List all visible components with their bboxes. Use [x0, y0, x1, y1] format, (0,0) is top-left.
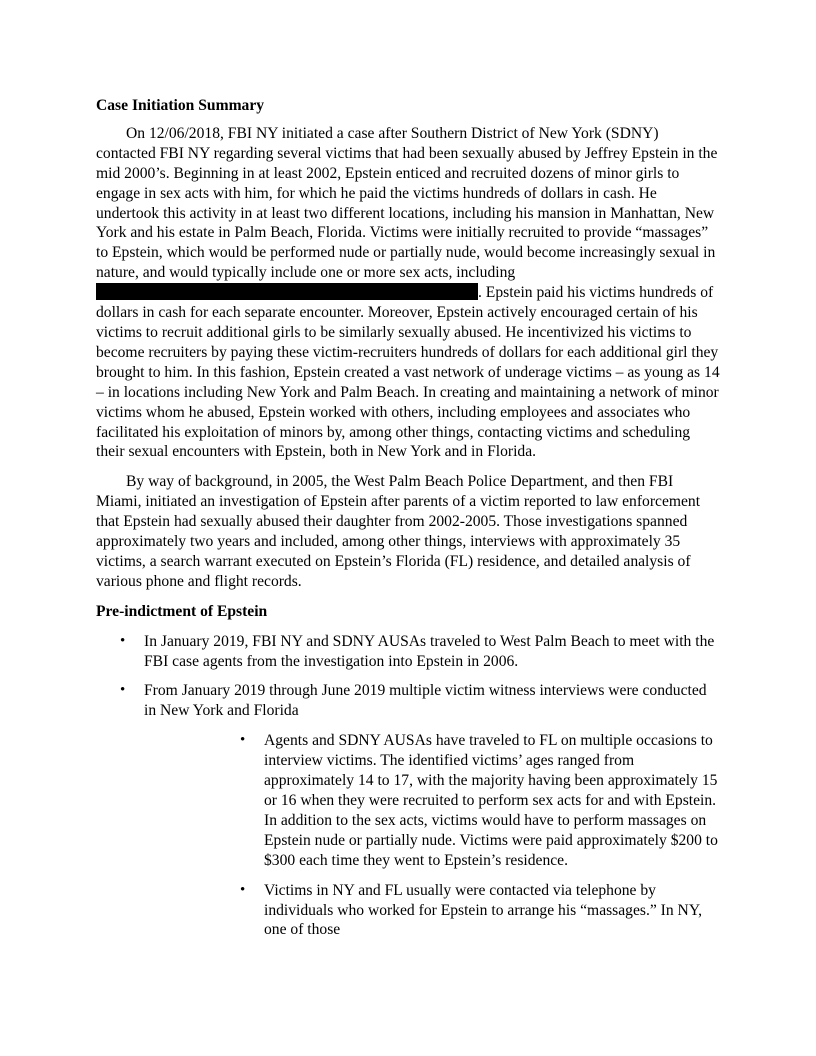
list-item-text: From January 2019 through June 2019 multiple victim witness interviews were conducted in New York and Florida — [144, 682, 707, 720]
bullet-icon: • — [240, 881, 246, 898]
paragraph-text-part-2: . Epstein paid his victims hundreds of dollars in cash for each separate encounter. Moreover, Epstein actively encouraged certain of his victims to recruit additional girls to be similarly sexually abused. He incentivized his victims to become recruiters by paying these victim-recruiters hundreds of dollars for each additional girl they brought to him. In this fashion, Epstein created a vast network of underage victims – as young as 14 – in locations including New York and Palm Beach. In creating and maintaining a network of minor victims whom he abused, Epstein worked with others, including employees and associates who facilitated his exploitation of minors by, among other things, contacting victims and scheduling their sexual encounters with Epstein, both in New York and in Florida. — [96, 284, 720, 461]
paragraph-background: By way of background, in 2005, the West Palm Beach Police Department, and then FBI Miami, initiated an investigation of Epstein after parents of a victim reported to law enforcement that Epstein had sexually abused their daughter from 2002-2005. Those investigations spanned approximately two years and included, among other things, interviews with approximately 35 victims, a search warrant executed on Epstein’s Florida (FL) residence, and detailed analysis of various phone and flight records. — [96, 473, 701, 590]
bullet-icon: • — [120, 682, 126, 699]
document-body — [96, 96, 720, 940]
sub-list-item — [144, 881, 720, 941]
bullet-list — [96, 632, 720, 941]
list-item-text: In January 2019, FBI NY and SDNY AUSAs traveled to West Palm Beach to meet with the FBI case agents from the investigation into Epstein in 2006. — [144, 632, 715, 670]
list-item — [96, 632, 720, 672]
sub-list-item-text: Victims in NY and FL usually were contacted via telephone by individuals who worked for Epstein to arrange his “massages.” In NY, one of those — [264, 881, 702, 939]
paragraph-text-part-1: On 12/06/2018, FBI NY initiated a case after Southern District of New York (SDNY) contacted FBI NY regarding several victims that had been sexually abused by Jeffrey Epstein in the mid 2000’s. Beginning in at least 2002, Epstein enticed and recruited dozens of minor girls to engage in sex acts with him, for which he paid the victims hundreds of dollars in cash. He undertook this activity in at least two different locations, including his mansion in Manhattan, New York and his estate in Palm Beach, Florida. Victims were initially recruited to provide “massages” to Epstein, which would be performed nude or partially nude, would become increasingly sexual in nature, and would typically include one or more sex acts, including — [96, 124, 718, 282]
section-heading-case-initiation: Case Initiation Summary — [96, 97, 265, 114]
sub-bullet-list — [144, 731, 720, 940]
sub-list-item-text: Agents and SDNY AUSAs have traveled to FL on multiple occasions to interview victims. The identified victims’ ages ranged from approximately 14 to 17, with the majority having been approximately 15 or 16 when they were recruited to perform sex acts for and with Epstein. In addition to the sex acts, victims would have to perform massages on Epstein nude or partially nude. Victims were paid approximately $200 to $300 each time they went to Epstein’s residence. — [264, 732, 718, 869]
section-heading-pre-indictment: Pre-indictment of Epstein — [96, 602, 268, 620]
redaction-block — [96, 283, 478, 300]
paragraph-case-initiation — [96, 124, 720, 462]
sub-list-item — [144, 731, 720, 870]
list-item — [96, 681, 720, 940]
bullet-icon: • — [240, 732, 246, 749]
bullet-icon: • — [120, 632, 126, 649]
